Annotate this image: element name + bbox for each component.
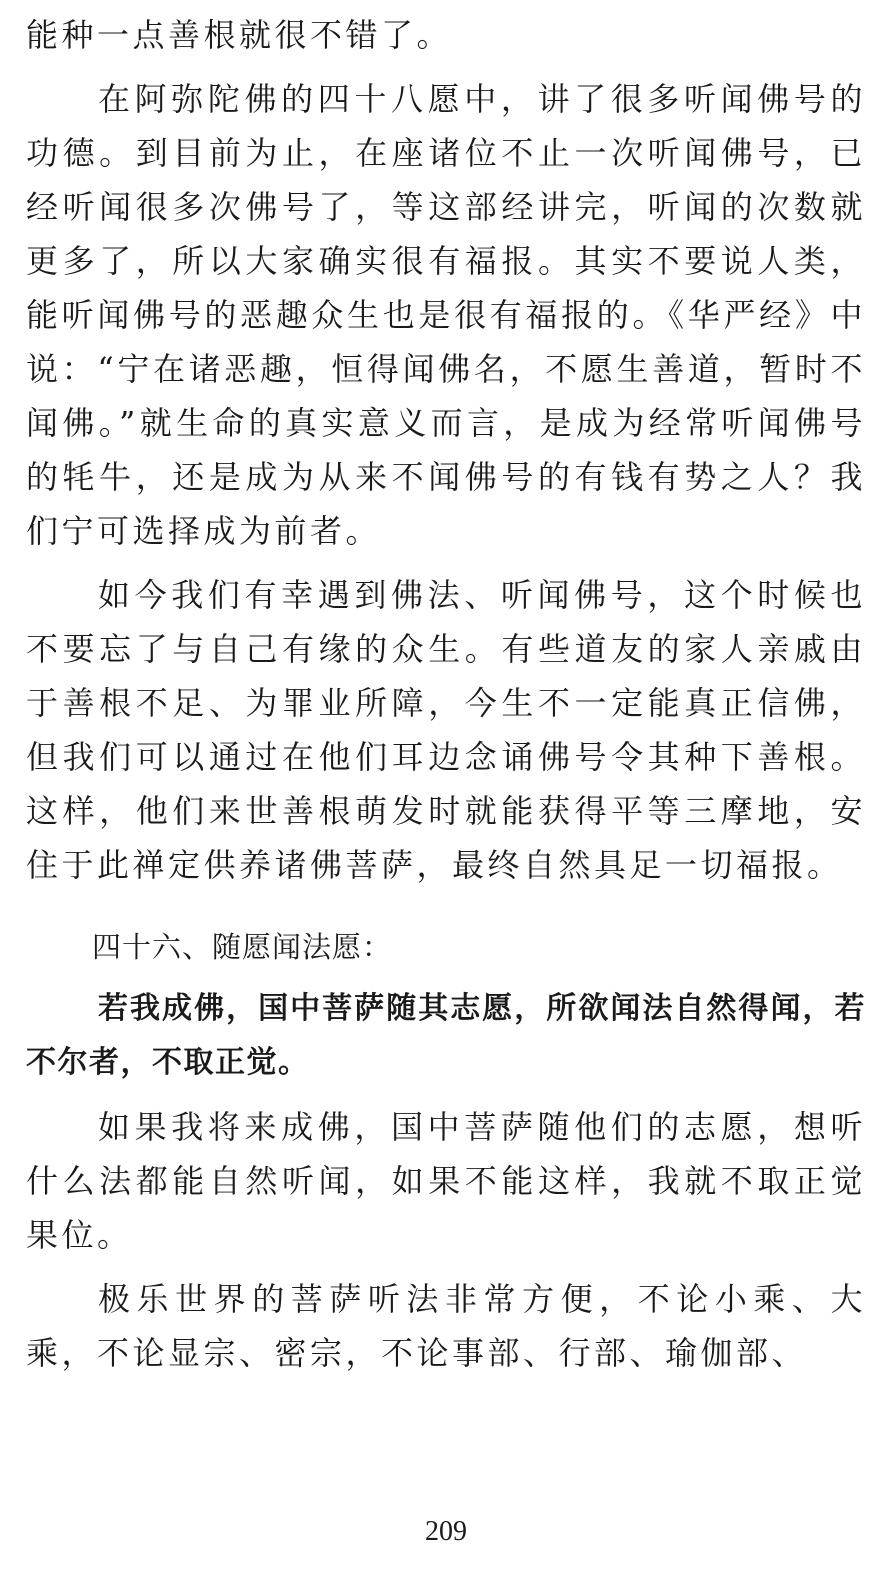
vow-text: 若我成佛，国中菩萨随其志愿，所欲闻法自然得闻，若不尔者，不取正觉。 [26, 991, 866, 1080]
page-number: 209 [425, 1516, 467, 1547]
page-body [26, 8, 866, 1380]
paragraph-vow-explanation: 如果我将来成佛，国中菩萨随他们的志愿，想听什么法都能自然听闻，如果不能这样，我就不取正觉果位。 [26, 1108, 866, 1254]
paragraph-continuation: 能种一点善根就很不错了。 [26, 16, 453, 54]
vow-heading: 四十六、随愿闻法愿： [92, 930, 393, 964]
paragraph-amitabha-vows: 在阿弥陀佛的四十八愿中，讲了很多听闻佛号的功德。到目前为止，在座诸位不止一次听闻佛号，已经听闻很多次佛号了，等这部经讲完，听闻的次数就更多了，所以大家确实很有福报。其实不要说人类，能听闻佛号的恶趣众生也是很有福报的。《华严经》中说：“宁在诸恶趣，恒得闻佛名，不愿生善道，暂时不闻佛。”就生命的真实意义而言，是成为经常听闻佛号的牦牛，还是成为从来不闻佛号的有钱有势之人？我们宁可选择成为前者。 [26, 80, 866, 550]
paragraph-pure-land-dharma: 极乐世界的菩萨听法非常方便，不论小乘、大乘，不论显宗、密宗，不论事部、行部、瑜伽部、 [26, 1280, 866, 1372]
paragraph-karmic-beings: 如今我们有幸遇到佛法、听闻佛号，这个时候也不要忘了与自己有缘的众生。有些道友的家人亲戚由于善根不足、为罪业所障，今生不一定能真正信佛，但我们可以通过在他们耳边念诵佛号令其种下善根。这样，他们来世善根萌发时就能获得平等三摩地，安住于此禅定供养诸佛菩萨，最终自然具足一切福报。 [26, 576, 866, 884]
